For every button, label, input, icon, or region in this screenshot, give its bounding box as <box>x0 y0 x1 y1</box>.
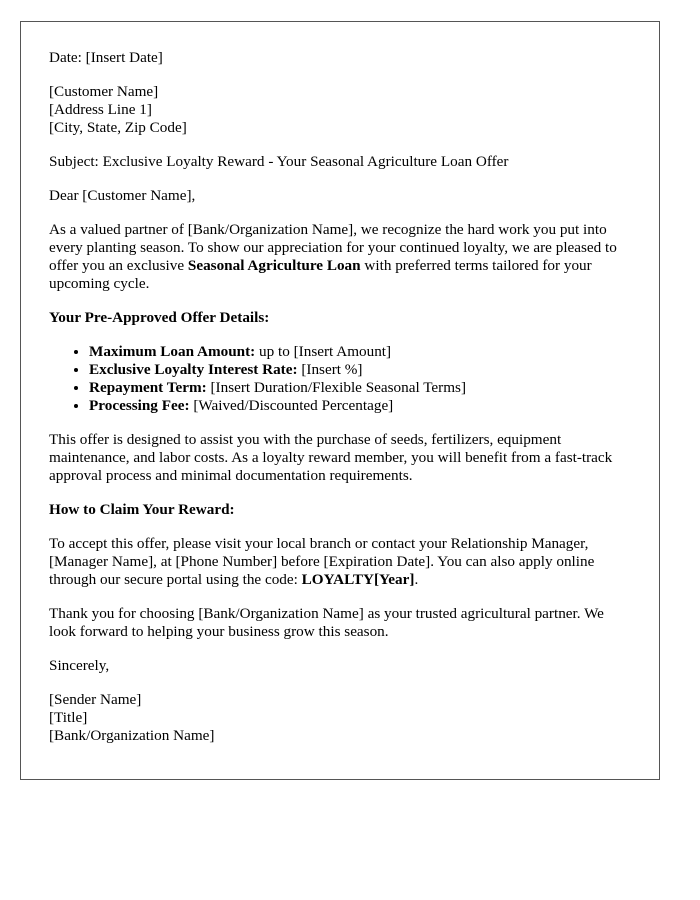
offer-item-label: Repayment Term: <box>89 379 207 396</box>
offer-item-value: [Insert %] <box>297 361 363 378</box>
list-item <box>89 379 631 397</box>
sender-signature <box>49 691 631 745</box>
subject-line: Subject: Exclusive Loyalty Reward - Your Seasonal Agriculture Loan Offer <box>49 153 509 170</box>
recipient-address-line-1: [Address Line 1] <box>49 101 152 118</box>
salutation: Dear [Customer Name], <box>49 187 196 204</box>
claim-text-2: . <box>414 571 419 588</box>
offer-item-label: Maximum Loan Amount: <box>89 343 256 360</box>
claim-paragraph <box>49 535 631 589</box>
offer-item-label: Processing Fee: <box>89 397 190 414</box>
recipient-city-state-zip: [City, State, Zip Code] <box>49 119 187 136</box>
claim-code: LOYALTY[Year] <box>301 571 415 588</box>
sender-organization: [Bank/Organization Name] <box>49 727 215 744</box>
sender-name: [Sender Name] <box>49 691 142 708</box>
offer-item-value: [Insert Duration/Flexible Seasonal Terms] <box>206 379 467 396</box>
sender-title: [Title] <box>49 709 88 726</box>
date-line: Date: [Insert Date] <box>49 49 163 66</box>
letter-page <box>20 21 660 780</box>
list-item <box>89 361 631 379</box>
intro-paragraph <box>49 221 631 293</box>
offer-item-value: [Waived/Discounted Percentage] <box>189 397 394 414</box>
offer-paragraph: This offer is designed to assist you with the purchase of seeds, fertilizers, equipment maintenance, and labor costs. As a loyalty reward member, you will benefit from a fast-track approval process and minimal documentation requirements. <box>49 431 613 484</box>
closing: Sincerely, <box>49 657 110 674</box>
offer-details-list <box>49 343 631 415</box>
claim-text-1: To accept this offer, please visit your local branch or contact your Relationship Manager, [Manager Name], at [Phone Number] before [Expiration Date]. You can also apply online through our secure portal using the code: <box>49 535 595 588</box>
claim-heading: How to Claim Your Reward: <box>49 501 235 518</box>
recipient-address <box>49 83 631 137</box>
list-item <box>89 343 631 361</box>
intro-text-2: with preferred terms tailored for your upcoming cycle. <box>49 257 592 292</box>
offer-heading: Your Pre-Approved Offer Details: <box>49 309 270 326</box>
intro-text-1: As a valued partner of [Bank/Organization Name], we recognize the hard work you put into every planting season. To show our appreciation for your continued loyalty, we are pleased to offer you an exclusive <box>49 221 617 274</box>
intro-loan-name: Seasonal Agriculture Loan <box>187 257 361 274</box>
offer-item-label: Exclusive Loyalty Interest Rate: <box>89 361 298 378</box>
offer-item-value: up to [Insert Amount] <box>255 343 392 360</box>
list-item <box>89 397 631 415</box>
recipient-name: [Customer Name] <box>49 83 159 100</box>
thanks-paragraph: Thank you for choosing [Bank/Organization Name] as your trusted agricultural partner. We look forward to helping your business grow this season. <box>49 605 604 640</box>
